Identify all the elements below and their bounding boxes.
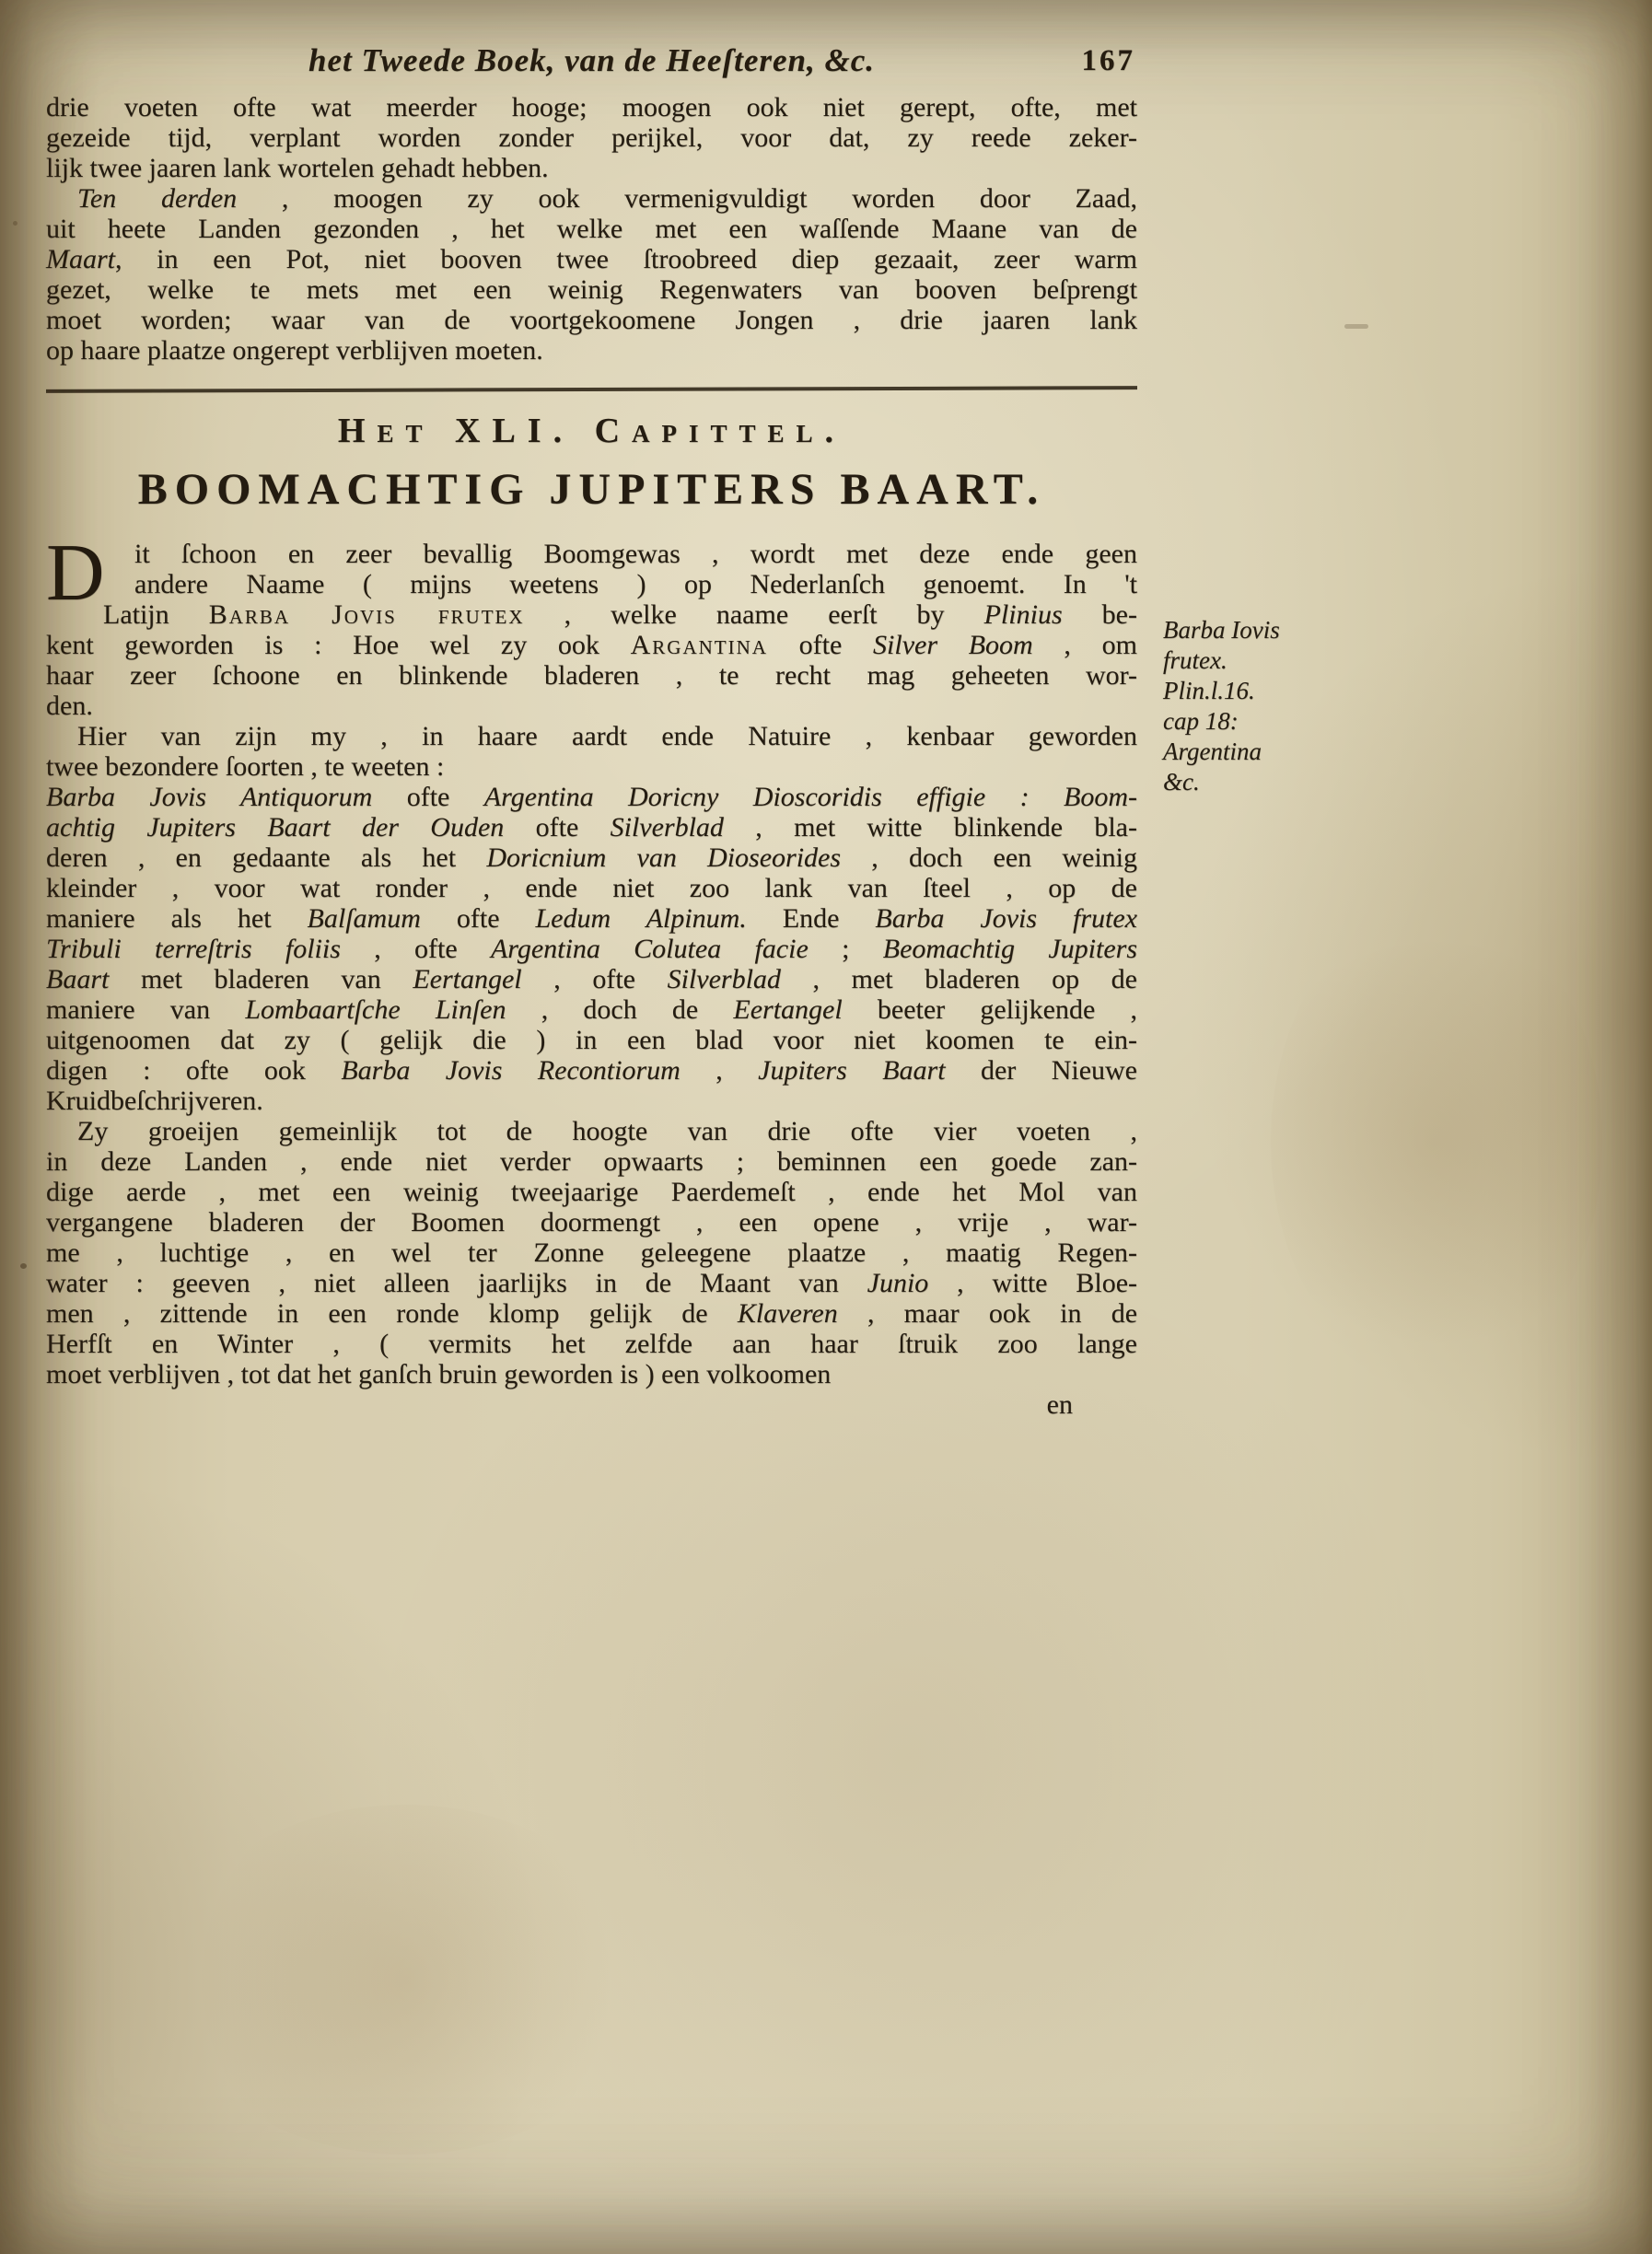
text-line: dige aerde , met een weinig tweejaarige Paerdemeſt , ende het Mol van — [46, 1177, 1137, 1207]
running-title: het Tweede Boek, van de Heeſteren, &c. — [308, 42, 875, 78]
paper-speck — [1344, 324, 1368, 329]
paragraph-ten-derden — [46, 183, 1137, 366]
text-line: Maart, in een Pot, niet booven twee ſtroobreed diep gezaait, zeer warm — [46, 244, 1137, 274]
text-line: Latijn Barba Jovis frutex , welke naame eerſt by Plinius be- — [103, 599, 1137, 630]
paragraph-growth — [46, 1116, 1137, 1389]
text-line: Herfſt en Winter , ( vermits het zelfde aan haar ſtruik zoo lange — [46, 1329, 1137, 1359]
text-line: Barba Jovis Antiquorum ofte Argentina Doricny Dioscoridis effigie : Boom- — [46, 782, 1138, 812]
paragraph-continuation — [46, 92, 1137, 183]
text-line: Tribuli terreſtris foliis , ofte Argentina Colutea facie ; Beomachtig Jupiters — [46, 934, 1138, 964]
text-line: op haare plaatze ongerept verblijven moeten. — [46, 335, 543, 366]
text-line: men , zittende in een ronde klomp gelijk de Klaveren , maar ook in de — [46, 1298, 1138, 1329]
text-line: uit heete Landen gezonden , het welke met een waſſende Maane van de — [46, 214, 1137, 244]
paragraph-intro-lines — [46, 539, 1137, 721]
text-line: moet worden; waar van de voortgekoomene Jongen , drie jaaren lank — [46, 305, 1137, 335]
margin-note-line: &c. — [1163, 768, 1200, 796]
text-line: lijk twee jaaren lank wortelen gehadt hebben. — [46, 153, 549, 183]
text-line: andere Naame ( mijns weetens ) op Nederlanſch genoemt. In 't — [134, 569, 1137, 599]
text-line: uitgenoomen dat zy ( gelijk die ) in een blad voor niet koomen te ein- — [46, 1025, 1137, 1055]
paragraph-intro — [46, 529, 1137, 721]
page-header — [46, 42, 1137, 79]
text-line: digen : ofte ook Barba Jovis Recontiorum , Jupiters Baart der Nieuwe — [46, 1055, 1137, 1086]
text-line: Ten derden , moogen zy ook vermenigvuldigt worden door Zaad, — [77, 183, 1137, 214]
margin-note-line: Argentina — [1163, 738, 1262, 765]
text-line: den. — [46, 691, 93, 721]
text-line: water : geeven , niet alleen jaarlijks in de Maant van Junio , witte Bloe- — [46, 1268, 1137, 1298]
text-line: drie voeten ofte wat meerder hooge; moogen ook niet gerept, ofte, met — [46, 92, 1137, 122]
margin-note-line: Plin.l.16. — [1163, 677, 1255, 704]
text-line: moet verblijven , tot dat het ganſch bruin geworden is ) een volkoomen — [46, 1359, 832, 1389]
text-line: gezeide tijd, verplant worden zonder perijkel, voor dat, zy reede zeker- — [46, 122, 1137, 153]
text-line: maniere als het Balſamum ofte Ledum Alpinum. Ende Barba Jovis frutex — [46, 903, 1137, 934]
text-line: Baart met bladeren van Eertangel , ofte Silverblad , met bladeren op de — [46, 964, 1137, 994]
paper-speck — [13, 221, 17, 226]
text-line: Zy groeijen gemeinlijk tot de hoogte van drie ofte vier voeten , — [77, 1116, 1137, 1146]
text-line: maniere van Lombaartſche Linſen , doch de Eertangel beeter gelijkende , — [46, 994, 1137, 1025]
margin-note-line: frutex. — [1163, 646, 1227, 674]
text-line: kleinder , voor wat ronder , ende niet zoo lank van ſteel , op de — [46, 873, 1137, 903]
chapter-heading: Het XLI. Capittel. — [337, 412, 846, 450]
text-line: in deze Landen , ende niet verder opwaarts ; beminnen een goede zan- — [46, 1146, 1137, 1177]
text-line: twee bezondere ſoorten , te weeten : — [46, 751, 445, 782]
catchword: en — [1046, 1389, 1073, 1420]
text-line: Kruidbeſchrijveren. — [46, 1086, 263, 1116]
drop-cap-letter: D — [46, 529, 105, 618]
margin-note-line: cap 18: — [1163, 707, 1239, 735]
text-line: deren , en gedaante als het Doricnium van Dioseorides , doch een weinig — [46, 842, 1138, 873]
paragraph-two-sorts — [46, 782, 1137, 1116]
page-number: 167 — [1081, 44, 1135, 77]
margin-notes — [1163, 615, 1393, 797]
text-line: kent geworden is : Hoe wel zy ook Argantina ofte Silver Boom , om — [46, 630, 1137, 660]
text-line: achtig Jupiters Baart der Ouden ofte Silverblad , met witte blinkende bla- — [46, 812, 1137, 842]
text-line: it ſchoon en zeer bevallig Boomgewas , wordt met deze ende geen — [134, 539, 1137, 569]
section-divider-rule — [46, 386, 1137, 393]
chapter-title: BOOMACHTIG JUPITERS BAART. — [137, 465, 1046, 514]
text-line: vergangene bladeren der Boomen doormengt , een opene , vrije , war- — [46, 1207, 1137, 1237]
text-block — [46, 92, 1137, 1420]
margin-note-line: Barba Iovis — [1163, 616, 1280, 644]
text-line: haar zeer ſchoone en blinkende bladeren , te recht mag geheeten wor- — [46, 660, 1137, 691]
paper-stain — [1271, 902, 1602, 1381]
text-line: gezet, welke te mets met een weinig Regenwaters van booven beſprengt — [46, 274, 1137, 305]
text-line: me , luchtige , en wel ter Zonne geleegene plaatze , maatig Regen- — [46, 1237, 1137, 1268]
text-line: Hier van zijn my , in haare aardt ende Natuire , kenbaar geworden — [77, 721, 1137, 751]
paper-speck — [20, 1263, 27, 1269]
paragraph-hier-van — [46, 721, 1137, 782]
paper-stain — [166, 1805, 645, 2155]
